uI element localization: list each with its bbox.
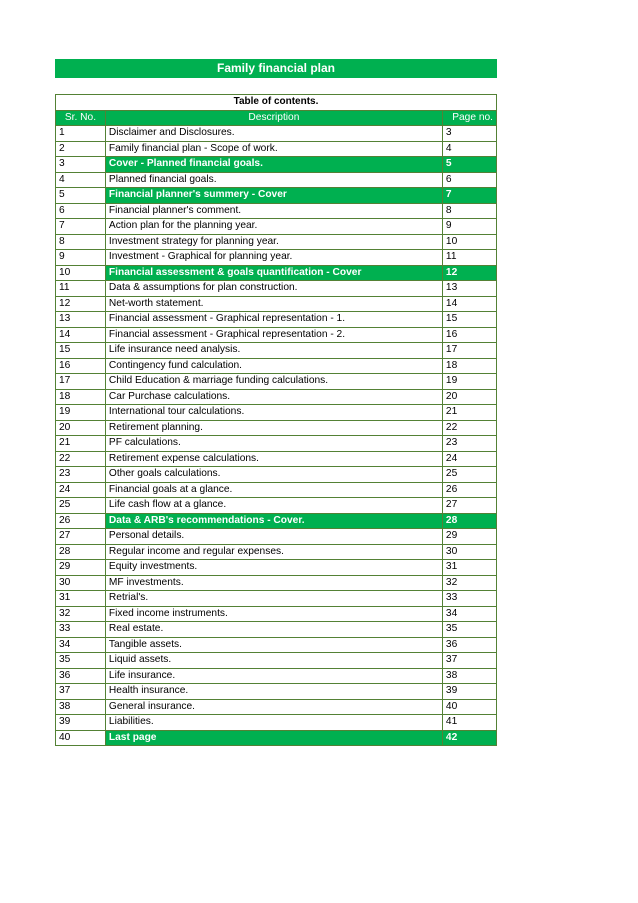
- row-sr-no: 23: [56, 467, 106, 483]
- table-row: [56, 622, 497, 638]
- row-sr-no: 31: [56, 591, 106, 607]
- row-sr-no: 16: [56, 358, 106, 374]
- table-row: [56, 374, 497, 390]
- row-description: Liabilities.: [105, 715, 442, 731]
- table-row: [56, 451, 497, 467]
- row-description: Contingency fund calculation.: [105, 358, 442, 374]
- table-row: [56, 389, 497, 405]
- row-sr-no: 38: [56, 699, 106, 715]
- row-sr-no: 20: [56, 420, 106, 436]
- header-sr-no: Sr. No.: [56, 110, 106, 126]
- row-description: Data & assumptions for plan construction.: [105, 281, 442, 297]
- row-description: Last page: [105, 730, 442, 746]
- row-description: Retirement planning.: [105, 420, 442, 436]
- row-page-no: 32: [442, 575, 496, 591]
- row-page-no: 25: [442, 467, 496, 483]
- row-sr-no: 25: [56, 498, 106, 514]
- row-sr-no: 1: [56, 126, 106, 142]
- row-page-no: 20: [442, 389, 496, 405]
- document-title: Family financial plan: [55, 59, 497, 78]
- table-row: [56, 296, 497, 312]
- row-description: Action plan for the planning year.: [105, 219, 442, 235]
- table-row: [56, 498, 497, 514]
- row-description: Financial assessment - Graphical representation - 1.: [105, 312, 442, 328]
- table-row: [56, 327, 497, 343]
- row-sr-no: 29: [56, 560, 106, 576]
- row-sr-no: 8: [56, 234, 106, 250]
- row-sr-no: 34: [56, 637, 106, 653]
- table-row: [56, 575, 497, 591]
- table-row: [56, 715, 497, 731]
- row-page-no: 21: [442, 405, 496, 421]
- row-page-no: 4: [442, 141, 496, 157]
- row-description: Cover - Planned financial goals.: [105, 157, 442, 173]
- row-description: Car Purchase calculations.: [105, 389, 442, 405]
- row-page-no: 24: [442, 451, 496, 467]
- row-page-no: 12: [442, 265, 496, 281]
- row-description: Life cash flow at a glance.: [105, 498, 442, 514]
- row-page-no: 27: [442, 498, 496, 514]
- row-sr-no: 13: [56, 312, 106, 328]
- row-description: Financial planner's comment.: [105, 203, 442, 219]
- table-row: [56, 172, 497, 188]
- row-page-no: 29: [442, 529, 496, 545]
- table-row: [56, 467, 497, 483]
- row-sr-no: 30: [56, 575, 106, 591]
- table-row: [56, 436, 497, 452]
- row-description: Life insurance.: [105, 668, 442, 684]
- row-sr-no: 9: [56, 250, 106, 266]
- row-description: Life insurance need analysis.: [105, 343, 442, 359]
- table-row: [56, 482, 497, 498]
- row-description: MF investments.: [105, 575, 442, 591]
- row-page-no: 14: [442, 296, 496, 312]
- row-page-no: 33: [442, 591, 496, 607]
- row-sr-no: 15: [56, 343, 106, 359]
- row-page-no: 34: [442, 606, 496, 622]
- row-page-no: 18: [442, 358, 496, 374]
- row-description: Retirement expense calculations.: [105, 451, 442, 467]
- row-sr-no: 26: [56, 513, 106, 529]
- row-page-no: 37: [442, 653, 496, 669]
- row-sr-no: 2: [56, 141, 106, 157]
- row-description: General insurance.: [105, 699, 442, 715]
- table-row: [56, 637, 497, 653]
- table-row: [56, 560, 497, 576]
- table-row: [56, 343, 497, 359]
- row-page-no: 19: [442, 374, 496, 390]
- row-page-no: 42: [442, 730, 496, 746]
- table-row: [56, 699, 497, 715]
- table-row: [56, 405, 497, 421]
- row-sr-no: 10: [56, 265, 106, 281]
- row-description: International tour calculations.: [105, 405, 442, 421]
- row-sr-no: 39: [56, 715, 106, 731]
- row-page-no: 15: [442, 312, 496, 328]
- table-row: [56, 529, 497, 545]
- row-page-no: 11: [442, 250, 496, 266]
- row-description: Retrial's.: [105, 591, 442, 607]
- table-row: [56, 544, 497, 560]
- row-sr-no: 17: [56, 374, 106, 390]
- row-description: PF calculations.: [105, 436, 442, 452]
- row-sr-no: 36: [56, 668, 106, 684]
- toc-section-cover-row: [56, 188, 497, 204]
- row-page-no: 28: [442, 513, 496, 529]
- row-page-no: 6: [442, 172, 496, 188]
- row-page-no: 35: [442, 622, 496, 638]
- row-sr-no: 4: [56, 172, 106, 188]
- row-sr-no: 35: [56, 653, 106, 669]
- row-page-no: 26: [442, 482, 496, 498]
- row-description: Health insurance.: [105, 684, 442, 700]
- row-sr-no: 12: [56, 296, 106, 312]
- row-sr-no: 28: [56, 544, 106, 560]
- header-page-no: Page no.: [442, 110, 496, 126]
- row-description: Other goals calculations.: [105, 467, 442, 483]
- row-sr-no: 19: [56, 405, 106, 421]
- table-row: [56, 312, 497, 328]
- toc-section-cover-row: [56, 265, 497, 281]
- row-sr-no: 21: [56, 436, 106, 452]
- table-row: [56, 358, 497, 374]
- row-sr-no: 22: [56, 451, 106, 467]
- row-description: Real estate.: [105, 622, 442, 638]
- row-description: Tangible assets.: [105, 637, 442, 653]
- row-description: Regular income and regular expenses.: [105, 544, 442, 560]
- table-row: [56, 126, 497, 142]
- row-page-no: 40: [442, 699, 496, 715]
- row-description: Liquid assets.: [105, 653, 442, 669]
- table-row: [56, 420, 497, 436]
- row-page-no: 22: [442, 420, 496, 436]
- row-sr-no: 40: [56, 730, 106, 746]
- table-row: [56, 234, 497, 250]
- table-row: [56, 684, 497, 700]
- row-sr-no: 24: [56, 482, 106, 498]
- row-description: Family financial plan - Scope of work.: [105, 141, 442, 157]
- row-description: Fixed income instruments.: [105, 606, 442, 622]
- row-page-no: 39: [442, 684, 496, 700]
- row-description: Financial goals at a glance.: [105, 482, 442, 498]
- toc-caption: Table of contents.: [56, 95, 497, 111]
- row-page-no: 30: [442, 544, 496, 560]
- row-sr-no: 7: [56, 219, 106, 235]
- table-row: [56, 250, 497, 266]
- table-row: [56, 591, 497, 607]
- toc-section-cover-row: [56, 513, 497, 529]
- row-description: Equity investments.: [105, 560, 442, 576]
- row-page-no: 9: [442, 219, 496, 235]
- row-sr-no: 5: [56, 188, 106, 204]
- row-description: Investment - Graphical for planning year.: [105, 250, 442, 266]
- row-description: Personal details.: [105, 529, 442, 545]
- row-page-no: 31: [442, 560, 496, 576]
- row-description: Financial assessment & goals quantification - Cover: [105, 265, 442, 281]
- table-row: [56, 606, 497, 622]
- row-description: Investment strategy for planning year.: [105, 234, 442, 250]
- row-description: Financial planner's summery - Cover: [105, 188, 442, 204]
- row-page-no: 41: [442, 715, 496, 731]
- row-description: Data & ARB's recommendations - Cover.: [105, 513, 442, 529]
- table-of-contents: [55, 94, 497, 746]
- toc-caption-row: [56, 95, 497, 111]
- row-page-no: 17: [442, 343, 496, 359]
- row-sr-no: 33: [56, 622, 106, 638]
- row-sr-no: 3: [56, 157, 106, 173]
- toc-header-row: [56, 110, 497, 126]
- row-sr-no: 14: [56, 327, 106, 343]
- row-page-no: 38: [442, 668, 496, 684]
- header-description: Description: [105, 110, 442, 126]
- toc-section-cover-row: [56, 157, 497, 173]
- row-page-no: 7: [442, 188, 496, 204]
- row-page-no: 13: [442, 281, 496, 297]
- table-row: [56, 141, 497, 157]
- toc-section-cover-row: [56, 730, 497, 746]
- table-row: [56, 219, 497, 235]
- row-description: Disclaimer and Disclosures.: [105, 126, 442, 142]
- row-sr-no: 32: [56, 606, 106, 622]
- row-page-no: 10: [442, 234, 496, 250]
- row-page-no: 3: [442, 126, 496, 142]
- row-sr-no: 18: [56, 389, 106, 405]
- table-row: [56, 668, 497, 684]
- row-sr-no: 37: [56, 684, 106, 700]
- row-sr-no: 6: [56, 203, 106, 219]
- row-sr-no: 11: [56, 281, 106, 297]
- table-row: [56, 653, 497, 669]
- table-row: [56, 203, 497, 219]
- row-description: Child Education & marriage funding calculations.: [105, 374, 442, 390]
- toc-body: [56, 126, 497, 746]
- row-description: Financial assessment - Graphical representation - 2.: [105, 327, 442, 343]
- row-sr-no: 27: [56, 529, 106, 545]
- row-page-no: 8: [442, 203, 496, 219]
- row-description: Net-worth statement.: [105, 296, 442, 312]
- row-page-no: 16: [442, 327, 496, 343]
- row-page-no: 36: [442, 637, 496, 653]
- row-page-no: 5: [442, 157, 496, 173]
- row-page-no: 23: [442, 436, 496, 452]
- table-row: [56, 281, 497, 297]
- row-description: Planned financial goals.: [105, 172, 442, 188]
